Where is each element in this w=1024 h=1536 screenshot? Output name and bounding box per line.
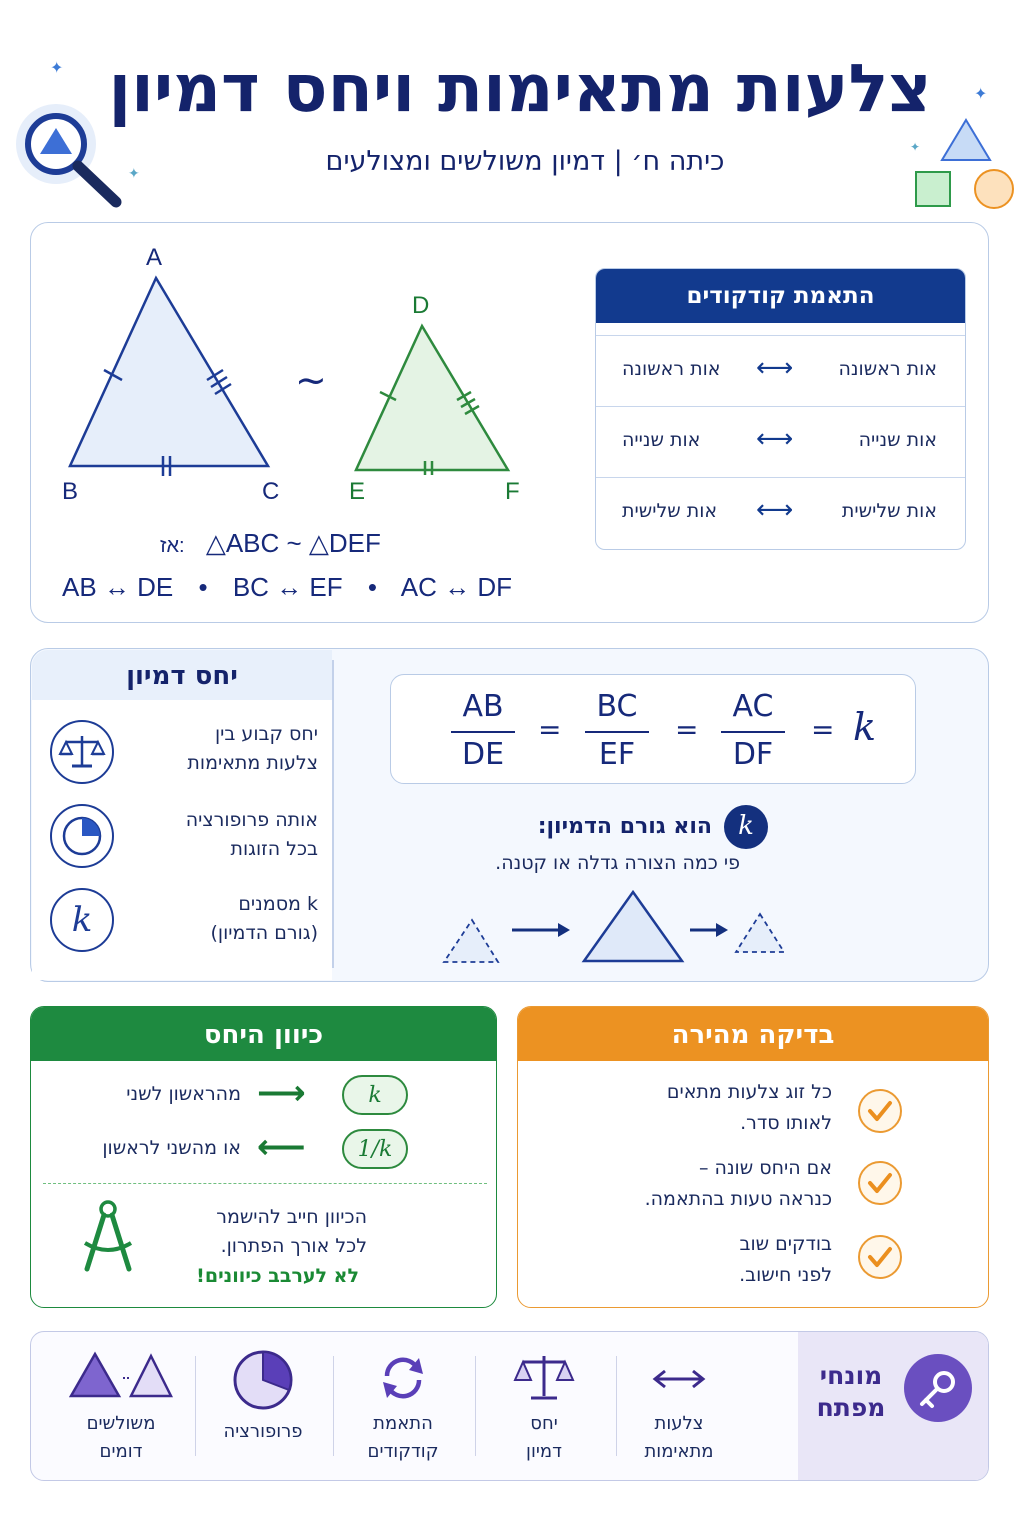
feature-line: יחס קבוע בין	[214, 723, 318, 745]
fraction-denominator: DE	[461, 737, 505, 772]
term-line: פרופורציה	[223, 1421, 303, 1442]
term-line: קודקודים	[367, 1441, 439, 1462]
check-item	[602, 1153, 832, 1215]
sparkle-icon: ✦	[50, 58, 64, 77]
check-icon	[858, 1235, 902, 1279]
equals-sign: =	[675, 713, 699, 746]
key-terms-title	[806, 1360, 896, 1424]
term-line: דומים	[99, 1441, 143, 1462]
k-badge: k	[724, 805, 768, 849]
double-arrow-icon: ⟷	[756, 495, 794, 525]
ratio-title: יחס דמיון	[32, 650, 332, 700]
fraction-numerator: AC	[732, 689, 774, 724]
pie-chart-icon	[231, 1348, 295, 1412]
feature-line: אותה פרופורציה	[185, 809, 318, 831]
correspondence-title: התאמת קודקודים	[596, 269, 965, 323]
fraction-denominator: EF	[598, 737, 636, 772]
check-line: אם היחס שונה –	[699, 1157, 832, 1179]
fraction-bar	[585, 731, 649, 733]
triangle-def	[350, 320, 515, 475]
check-item	[602, 1229, 832, 1291]
shapes-decoration-icon	[912, 114, 1022, 214]
feature-line: בכל הזוגות	[230, 838, 318, 860]
check-line: לאותו סדר.	[740, 1112, 832, 1134]
k-pill: k	[342, 1075, 408, 1115]
feature-text	[138, 806, 318, 864]
divider	[616, 1356, 617, 1456]
sparkle-icon: ✦	[128, 166, 140, 182]
quick-check-card	[517, 1006, 989, 1308]
feature-line: צלעות מתאימות	[187, 752, 318, 774]
check-icon	[858, 1089, 902, 1133]
term-line: מתאימות	[644, 1441, 714, 1462]
pair: AB ↔ DE	[62, 572, 174, 602]
row-left: אות שנייה	[622, 429, 701, 451]
fraction-bar	[721, 731, 785, 733]
term-label	[61, 1410, 181, 1466]
ratio-formula	[390, 674, 916, 784]
vertex-label: F	[505, 478, 520, 505]
correspondence-table	[595, 268, 966, 550]
double-arrow-icon: ⟷	[756, 424, 794, 454]
pairs-line	[62, 572, 532, 603]
k-description: פי כמה הצורה גדלה או קטנה.	[495, 852, 740, 874]
statement-prefix: אז:	[160, 535, 185, 557]
equals-sign: =	[538, 713, 562, 746]
direction-text: מהראשון לשני	[126, 1083, 241, 1105]
row-right: אות שלישית	[841, 500, 937, 522]
vertex-label: B	[62, 478, 79, 505]
vertex-label: D	[412, 292, 430, 319]
title-line: מונחי	[819, 1361, 883, 1390]
pie-chart-icon	[50, 804, 114, 868]
pair: BC ↔ EF	[232, 572, 343, 602]
pair: AC ↔ DF	[400, 572, 512, 602]
double-arrow-icon	[649, 1362, 709, 1396]
page-subtitle: כיתה ח׳ | דמיון משולשים ומצולעים	[325, 146, 725, 177]
fraction-bar	[451, 731, 515, 733]
pair-separator: •	[198, 572, 208, 602]
arrow-right-icon: ⟶	[257, 1073, 306, 1113]
key-terms-card	[30, 1331, 989, 1481]
statement-text: △ABC ~ △DEF	[205, 528, 381, 558]
note-line: לכל אורך הפתרון.	[220, 1235, 367, 1257]
fraction	[721, 689, 785, 777]
term-line: צלעות	[654, 1413, 704, 1434]
table-row	[596, 335, 965, 406]
double-arrow-icon: ⟷	[756, 353, 794, 383]
fraction-denominator: DF	[732, 737, 774, 772]
scaling-triangles-illustration	[436, 886, 796, 968]
note-line: הכיוון חייב להישמר	[216, 1206, 367, 1228]
refresh-icon	[375, 1350, 431, 1406]
term-line: משולשים	[86, 1413, 156, 1434]
scale-icon	[50, 720, 114, 784]
page-title: צלעות מתאימות ויחס דמיון	[108, 50, 932, 127]
pair-separator: •	[367, 572, 377, 602]
feature-text	[138, 720, 318, 778]
table-row	[596, 406, 965, 477]
fraction-numerator: BC	[596, 689, 638, 724]
key-terms-header	[798, 1332, 988, 1481]
divider	[333, 1356, 334, 1456]
check-icon	[858, 1161, 902, 1205]
check-item	[602, 1077, 832, 1139]
divider	[475, 1356, 476, 1456]
term-line: יחס	[530, 1413, 558, 1434]
direction-card	[30, 1006, 497, 1308]
k-title: הוא גורם הדמיון:	[537, 814, 712, 839]
equals-sign: =	[811, 713, 835, 746]
similar-sign: ~	[295, 358, 327, 402]
divider	[332, 660, 334, 968]
triangle-abc	[60, 270, 280, 480]
vertex-label: C	[262, 478, 280, 505]
fraction-numerator: AB	[462, 689, 504, 724]
check-line: כנראה טעות בהתאמה.	[644, 1188, 832, 1210]
k-symbol: k	[853, 705, 877, 749]
check-line: לפני חישוב.	[739, 1264, 832, 1286]
term-line: התאמת	[373, 1413, 433, 1434]
term-line: דמיון	[526, 1441, 562, 1462]
k-icon: k	[50, 888, 114, 952]
compass-icon	[79, 1199, 137, 1273]
similarity-statement	[160, 528, 440, 559]
feature-line: (גורם הדמיון)	[210, 922, 318, 944]
table-row	[596, 477, 965, 548]
feature-line: k מסמנים	[238, 893, 318, 915]
scale-icon	[511, 1350, 577, 1404]
direction-text: או מהשני לראשון	[102, 1137, 241, 1159]
vertex-label: E	[349, 478, 366, 505]
fraction	[451, 689, 515, 777]
term-label	[619, 1410, 739, 1466]
term-label	[491, 1410, 597, 1466]
row-left: אות שלישית	[622, 500, 718, 522]
divider	[195, 1356, 196, 1456]
divider	[43, 1183, 487, 1184]
arrow-left-icon: ⟵	[257, 1127, 306, 1167]
inverse-k-pill: 1/k	[342, 1129, 408, 1169]
vertex-label: A	[146, 244, 163, 271]
check-line: בודקים שוב	[739, 1233, 832, 1255]
feature-text	[138, 890, 318, 948]
title-line: מפתח	[816, 1393, 886, 1422]
row-right: אות ראשונה	[838, 358, 937, 380]
direction-title: כיוון היחס	[31, 1007, 496, 1061]
row-right: אות שנייה	[858, 429, 937, 451]
similar-triangles-icon	[69, 1350, 173, 1400]
direction-note	[141, 1203, 367, 1261]
quick-check-title: בדיקה מהירה	[518, 1007, 988, 1061]
term-label	[201, 1418, 325, 1446]
row-left: אות ראשונה	[622, 358, 721, 380]
direction-warning: לא לערבב כיוונים!	[196, 1265, 359, 1287]
key-icon	[904, 1354, 972, 1422]
sparkle-icon: ✦	[974, 84, 988, 103]
check-line: כל זוג צלעות מתאים	[666, 1081, 832, 1103]
sparkle-icon: ✦	[910, 140, 921, 154]
term-label	[343, 1410, 463, 1466]
fraction	[585, 689, 649, 777]
